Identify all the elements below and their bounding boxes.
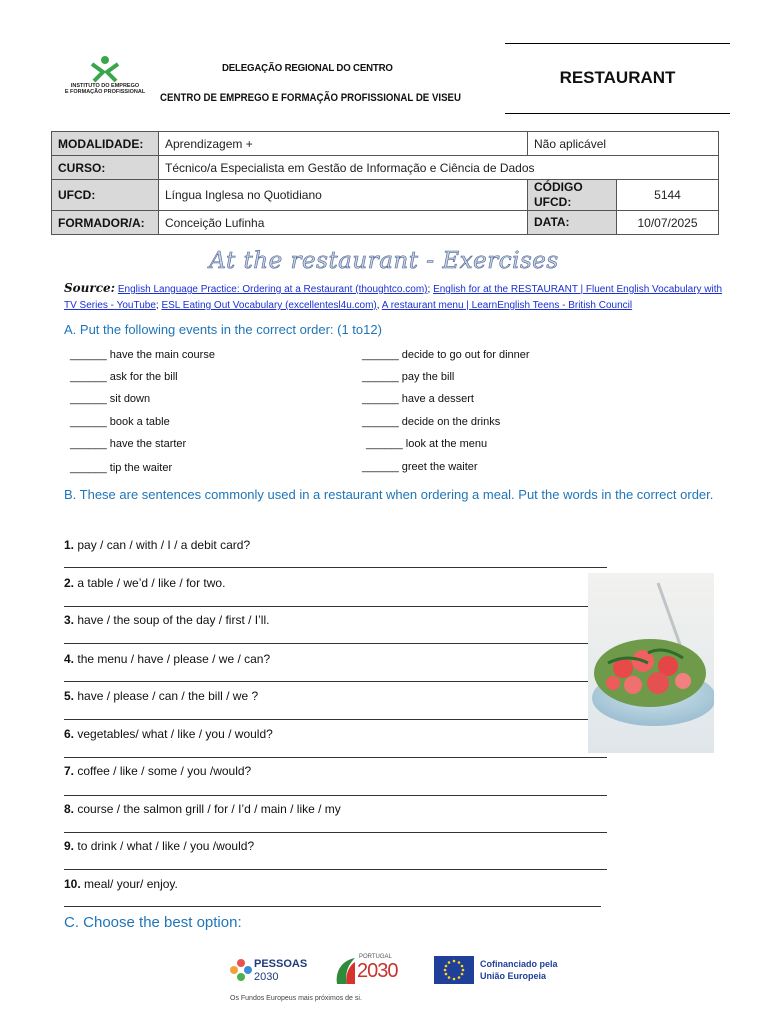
question-text: the menu / have / please / we / can? [77, 652, 271, 666]
question-text: pay / can / with / I / a debit card? [77, 538, 251, 552]
iefp-logo [62, 55, 148, 103]
list-item: ______ greet the waiter [362, 461, 478, 473]
question-10 [64, 877, 178, 891]
portugal-2030-logo [333, 954, 413, 988]
answer-line [64, 606, 607, 607]
answer-line [64, 757, 607, 758]
title-top-rule [505, 43, 730, 44]
salad-bowl-image [588, 573, 714, 753]
logo-line-1: INSTITUTO DO EMPREGO [70, 83, 140, 89]
question-number: 6. [64, 727, 75, 741]
question-2 [64, 576, 225, 590]
table-row [52, 156, 719, 180]
exercise-title: At the restaurant - Exercises [209, 248, 559, 274]
question-text: have / please / can / the bill / we ? [77, 689, 259, 703]
list-item: ______ ask for the bill [70, 371, 178, 383]
source-link-1[interactable]: English Language Practice: Ordering at a Restaurant (thoughtco.com) [117, 284, 428, 295]
title-bottom-rule [505, 113, 730, 114]
question-text: course / the salmon grill / for / I’d / main / like / my [77, 802, 341, 816]
question-number: 5. [64, 689, 75, 703]
question-number: 9. [64, 839, 75, 853]
question-5 [64, 689, 258, 703]
question-text: to drink / what / like / you /would? [77, 839, 255, 853]
answer-line [64, 795, 607, 796]
ufcd-value: Língua Inglesa no Quotidiano [159, 180, 528, 211]
question-number: 8. [64, 802, 75, 816]
question-number: 3. [64, 613, 75, 627]
iefp-logo-icon [90, 55, 120, 83]
list-item: ______ sit down [70, 393, 151, 405]
table-row [52, 211, 719, 235]
modalidade-extra: Não aplicável [528, 132, 719, 156]
list-item: ______ look at the menu [366, 438, 488, 450]
logo-line-2: E FORMAÇÃO PROFISSIONAL [64, 89, 146, 95]
question-6 [64, 727, 273, 741]
curso-value: Técnico/a Especialista em Gestão de Informação e Ciência de Dados [159, 156, 719, 180]
question-8 [64, 802, 341, 816]
formador-label: FORMADOR/A: [52, 211, 159, 235]
source-link-4[interactable]: A restaurant menu | LearnEnglish Teens - British Council [381, 300, 633, 311]
eu-cofunding-logo [434, 956, 570, 986]
question-1 [64, 538, 250, 552]
list-item: ______ book a table [70, 416, 170, 428]
org-line-1: DELEGAÇÃO REGIONAL DO CENTRO [222, 62, 393, 74]
formador-value: Conceição Lufinha [159, 211, 528, 235]
section-c-title: C. Choose the best option: [64, 914, 242, 931]
answer-line [64, 643, 607, 644]
source-block: Source: English Language Practice: Ordering at a Restaurant (thoughtco.com); English for at the RESTAURANT | Fluent English Vocabulary with TV Series - YouTube; ESL Eating Out Vocabulary (excellentesl4u.com), A restaurant menu | LearnEnglish Teens - British Council [64, 281, 723, 311]
eu-flag-icon [434, 956, 474, 984]
answer-line [64, 567, 607, 568]
question-9 [64, 839, 254, 853]
answer-line [64, 906, 601, 907]
curso-label: CURSO: [52, 156, 159, 180]
list-item: ______ have a dessert [362, 393, 474, 405]
pessoas-year: 2030 [254, 971, 279, 983]
question-number: 2. [64, 576, 75, 590]
codigo-value: 5144 [617, 180, 719, 211]
list-item: ______ have the main course [70, 349, 215, 361]
eu-line-1: Cofinanciado pela [480, 959, 558, 969]
portugal-emblem-icon [333, 956, 357, 986]
question-text: meal/ your/ enjoy. [84, 877, 178, 891]
source-label: Source: [64, 281, 116, 295]
question-4 [64, 652, 270, 666]
answer-line [64, 869, 607, 870]
question-number: 7. [64, 764, 75, 778]
list-item: ______ pay the bill [362, 371, 455, 383]
question-text: a table / we’d / like / for two. [77, 576, 226, 590]
list-item: ______ have the starter [70, 438, 187, 450]
data-label: DATA: [528, 211, 617, 235]
pessoas-2030-logo [230, 956, 312, 988]
portugal-year: 2030 [357, 960, 398, 982]
footer-tagline: Os Fundos Europeus mais próximos de si. [230, 995, 362, 1002]
answer-line [64, 832, 607, 833]
ufcd-label: UFCD: [52, 180, 159, 211]
codigo-label: CÓDIGO UFCD: [528, 180, 617, 211]
answer-line [64, 681, 607, 682]
course-info-table [51, 131, 719, 235]
eu-line-2: União Europeia [480, 971, 547, 981]
question-7 [64, 764, 251, 778]
document-title: RESTAURANT [559, 68, 676, 87]
pessoas-text: PESSOAS [254, 958, 308, 970]
table-row [52, 132, 719, 156]
question-text: vegetables/ what / like / you / would? [77, 727, 273, 741]
question-number: 10. [64, 877, 81, 891]
list-item: ______ tip the waiter [70, 462, 173, 474]
modalidade-value: Aprendizagem + [159, 132, 528, 156]
data-value: 10/07/2025 [617, 211, 719, 235]
modalidade-label: MODALIDADE: [52, 132, 159, 156]
salad-photo [588, 573, 714, 753]
table-row [52, 180, 719, 211]
section-b-title: B. These are sentences commonly used in a restaurant when ordering a meal. Put the words in the correct order. [64, 487, 714, 502]
org-line-2: CENTRO DE EMPREGO E FORMAÇÃO PROFISSIONAL DE VISEU [160, 92, 462, 104]
source-link-2[interactable]: English for at the RESTAURANT | Fluent English Vocabulary with TV Series - YouTube [64, 284, 723, 311]
question-number: 1. [64, 538, 75, 552]
question-text: coffee / like / some / you /would? [77, 764, 252, 778]
question-text: have / the soup of the day / first / I’ll. [77, 613, 270, 627]
list-item: ______ decide on the drinks [362, 416, 501, 428]
question-3 [64, 613, 269, 627]
portugal-label: PORTUGAL [359, 954, 392, 960]
list-item: ______ decide to go out for dinner [362, 349, 530, 361]
answer-line [64, 719, 607, 720]
section-a-title: A. Put the following events in the correct order: (1 to12) [64, 322, 382, 337]
source-link-3[interactable]: ESL Eating Out Vocabulary (excellentesl4u.com) [161, 300, 377, 311]
pessoas-flower-icon [230, 958, 252, 984]
question-number: 4. [64, 652, 75, 666]
